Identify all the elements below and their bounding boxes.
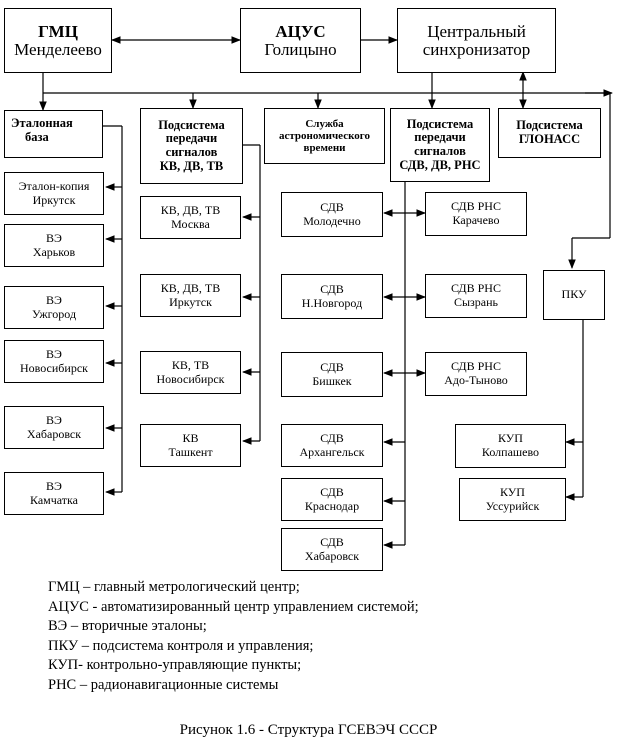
figure-caption: Рисунок 1.6 - Структура ГСЕВЭЧ СССР <box>179 722 438 738</box>
etalon-type: ВЭ <box>46 230 62 245</box>
sdv-station-box <box>281 478 383 521</box>
gmc-title: ГМЦ <box>38 21 78 41</box>
sdv-station-box <box>281 352 383 397</box>
rns-station-box <box>425 274 527 318</box>
glonass-subsystem-box <box>498 108 601 158</box>
kup-city: Колпашево <box>481 445 540 459</box>
sdv-station-type: СДВ <box>320 534 344 549</box>
transfer1-line1: Подсистема <box>158 117 225 132</box>
legend-item: КУП- контрольно-управляющие пункты; <box>48 657 302 674</box>
rns-station-city: Адо-Тыново <box>444 373 508 387</box>
sdv-station-type: СДВ <box>320 199 344 214</box>
etalon-box <box>4 286 104 329</box>
sdv-station-type: СДВ <box>320 430 344 445</box>
sdv-station-city: Архангельск <box>299 444 365 459</box>
transfer2-line3: сигналов <box>414 144 466 158</box>
kv-station-city: Иркутск <box>169 294 212 309</box>
central-sync-box <box>397 8 556 73</box>
etalon-city: Харьков <box>32 244 76 259</box>
kup-box <box>455 424 566 468</box>
pku-box <box>543 270 605 320</box>
sdv-station-city: Н.Новгород <box>301 295 363 310</box>
kv-station-bands: КВ, ДВ, ТВ <box>160 280 221 295</box>
sdv-station-city: Бишкек <box>312 373 352 388</box>
kup-box <box>459 478 566 521</box>
etalon-type: ВЭ <box>46 346 62 361</box>
kup-type: КУП <box>500 484 525 499</box>
rns-station-box <box>425 352 527 396</box>
kup-city: Уссурийск <box>485 498 540 513</box>
etalon-box <box>4 340 104 383</box>
kv-station-city: Новосибирск <box>156 371 225 386</box>
transfer2-line1: Подсистема <box>406 116 474 131</box>
transfer1-line3: сигналов <box>165 145 218 159</box>
astro-line1: Служба <box>305 117 344 130</box>
kv-station-box <box>140 424 241 467</box>
rns-station-type: СДВ РНС <box>451 281 501 296</box>
acus-location: Голицыно <box>264 39 337 59</box>
kv-station-bands: КВ, ТВ <box>171 357 210 372</box>
legend-item: ПКУ – подсистема контроля и управления; <box>48 637 314 654</box>
transfer1-line4: КВ, ДВ, ТВ <box>159 158 224 173</box>
legend-item: ВЭ – вторичные эталоны; <box>48 618 207 635</box>
acus-box <box>240 8 361 73</box>
rns-station-city: Карачево <box>452 213 500 227</box>
etalon-base-line2: база <box>25 129 49 144</box>
etalon-box <box>4 224 104 267</box>
transfer2-line4: СДВ, ДВ, РНС <box>399 157 481 172</box>
glonass-line2: ГЛОНАСС <box>518 132 581 146</box>
sdv-station-type: СДВ <box>320 359 344 374</box>
legend-item: АЦУС - автоматизированный центр управлением системой; <box>48 598 419 615</box>
etalon-box <box>4 172 104 215</box>
etalon-box <box>4 406 104 449</box>
rns-station-type: СДВ РНС <box>451 359 501 374</box>
pku-label: ПКУ <box>561 287 587 302</box>
etalon-type: ВЭ <box>46 412 62 427</box>
kup-type: КУП <box>498 431 523 446</box>
rns-station-city: Сызрань <box>453 295 499 309</box>
etalon-city: Новосибирск <box>20 360 88 375</box>
sdv-station-type: СДВ <box>320 281 344 296</box>
gmc-box <box>4 8 112 73</box>
kv-station-box <box>140 274 241 317</box>
acus-title: АЦУС <box>275 21 326 41</box>
etalon-city: Хабаровск <box>26 426 82 441</box>
transfer1-line2: передачи <box>165 131 218 146</box>
sdv-station-city: Молодечно <box>303 213 361 228</box>
rns-station-type: СДВ РНС <box>451 199 501 214</box>
astro-time-service-box <box>264 108 385 164</box>
etalon-city: Иркутск <box>32 192 76 207</box>
sdv-station-city: Хабаровск <box>304 548 360 563</box>
etalon-type: ВЭ <box>46 292 62 307</box>
central-sync-line2: синхронизатор <box>422 39 531 59</box>
glonass-line1: Подсистема <box>516 118 583 133</box>
sdv-station-box <box>281 192 383 237</box>
kv-station-box <box>140 196 241 239</box>
sdv-station-box <box>281 528 383 571</box>
legend-item: РНС – радионавигационные системы <box>48 676 279 693</box>
etalon-city: Камчатка <box>29 492 79 507</box>
transfer2-line2: передачи <box>414 130 466 145</box>
etalon-type: ВЭ <box>46 478 62 493</box>
kv-station-bands: КВ, ДВ, ТВ <box>160 202 221 217</box>
etalon-box <box>4 472 104 515</box>
legend <box>48 578 419 696</box>
sdv-station-city: Краснодар <box>304 498 360 513</box>
kv-station-box <box>140 351 241 394</box>
etalon-base-box <box>4 110 103 158</box>
gmc-location: Менделеево <box>14 39 102 59</box>
astro-line3: времени <box>303 142 346 155</box>
legend-item: ГМЦ – главный метрологический центр; <box>48 579 300 595</box>
kv-station-city: Ташкент <box>168 444 213 459</box>
rns-station-box <box>425 192 527 236</box>
transfer-subsystem-sdv-box <box>390 108 490 182</box>
kv-station-city: Москва <box>171 216 210 231</box>
astro-line2: астрономического <box>278 129 370 142</box>
kv-station-bands: КВ <box>182 430 199 445</box>
sdv-station-box <box>281 274 383 319</box>
etalon-base-line1: Эталонная <box>11 116 73 130</box>
sdv-station-box <box>281 424 383 467</box>
etalon-type: Эталон-копия <box>18 178 90 193</box>
etalon-city: Ужгород <box>31 306 77 321</box>
sdv-station-type: СДВ <box>320 484 344 499</box>
central-sync-line1: Центральный <box>427 21 526 41</box>
transfer-subsystem-kv-box <box>140 108 243 184</box>
